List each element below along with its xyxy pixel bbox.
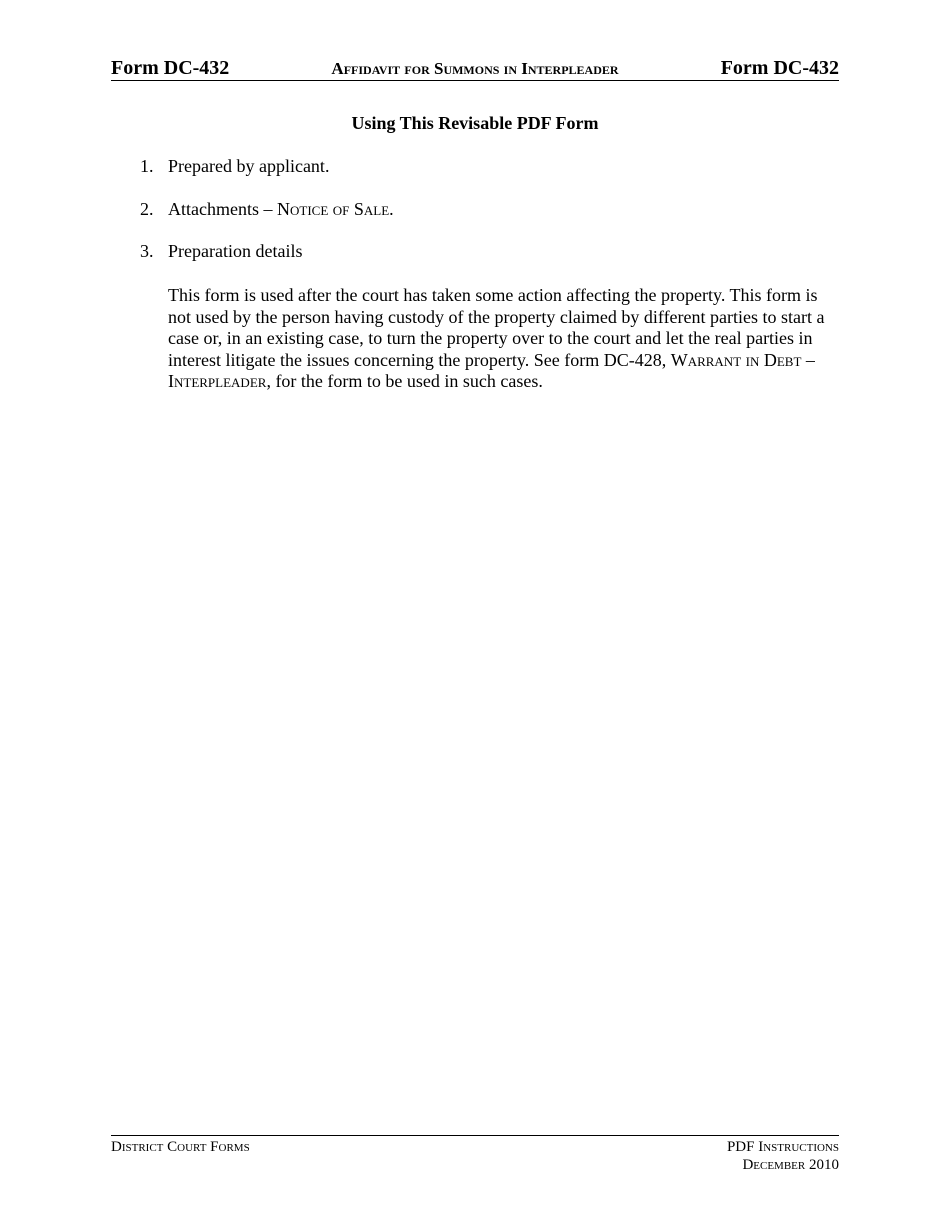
form-title: Affidavit for Summons in Interpleader bbox=[331, 59, 619, 78]
details-text-start: This form is used after the court has taken some action affecting the property. This form is not used by the person having custody of the property claimed by different parties to start a case or, in an existing case, to turn the property over to the court and let the real parties in interest litigate the issues concerning the property. See form DC-428, bbox=[168, 285, 825, 370]
referenced-form-title: Warrant in Debt – Interpleader bbox=[168, 349, 815, 391]
page-header bbox=[111, 56, 839, 81]
list-item-preparation-details bbox=[140, 240, 302, 262]
details-text-end: , for the form to be used in such cases. bbox=[266, 371, 543, 391]
footer-divider bbox=[111, 1135, 839, 1136]
footer-left: District Court Forms bbox=[111, 1139, 250, 1155]
list-item-attachments bbox=[140, 198, 394, 220]
list-item-text: Preparation details bbox=[168, 241, 303, 261]
list-item-text-suffix: . bbox=[389, 199, 394, 219]
footer-right bbox=[727, 1138, 839, 1174]
list-item-number: 1. bbox=[140, 156, 154, 176]
list-item-text-prefix: Attachments – bbox=[168, 199, 277, 219]
preparation-details-paragraph bbox=[168, 285, 838, 393]
form-number-right: Form DC-432 bbox=[720, 57, 839, 79]
list-item-number: 2. bbox=[140, 199, 154, 219]
section-heading: Using This Revisable PDF Form bbox=[351, 113, 599, 133]
form-number-left: Form DC-432 bbox=[111, 57, 230, 79]
footer-right-line1: PDF Instructions bbox=[726, 1139, 839, 1155]
list-item-text: Prepared by applicant. bbox=[168, 156, 330, 176]
attachment-name: Notice of Sale bbox=[276, 199, 390, 219]
list-item-prepared-by bbox=[140, 155, 329, 177]
footer-right-line2: December 2010 bbox=[742, 1157, 839, 1173]
list-item-number: 3. bbox=[140, 241, 154, 261]
